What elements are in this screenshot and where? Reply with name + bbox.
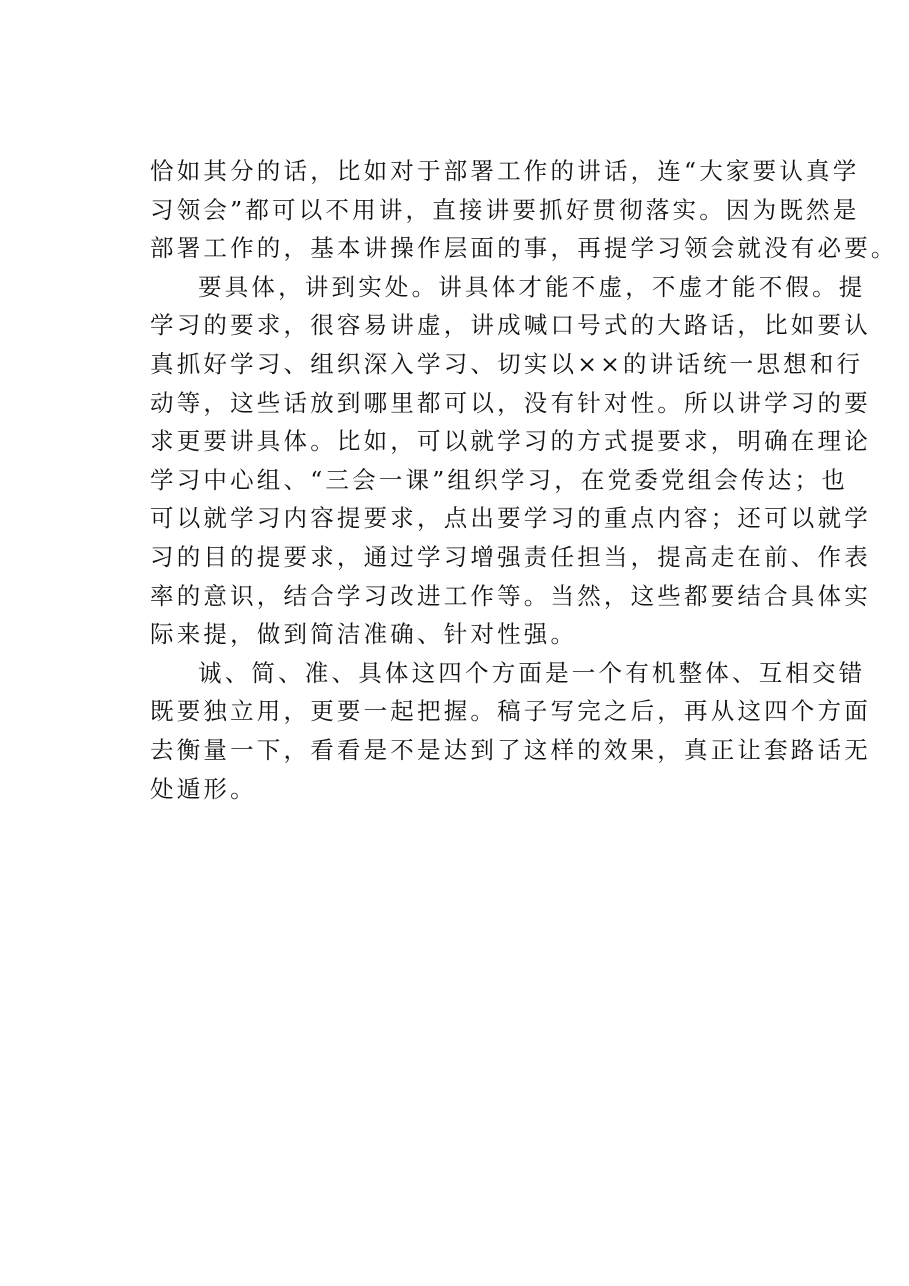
paragraph-line: 既要独立用，更要一起把握。稿子写完之后，再从这四个方面 xyxy=(150,697,871,726)
paragraph-3 xyxy=(150,654,871,808)
paragraph-line: 学习的要求，很容易讲虚，讲成喊口号式的大路话，比如要认 xyxy=(150,311,871,340)
paragraph-line: 可以就学习内容提要求，点出要学习的重点内容；还可以就学 xyxy=(150,504,871,533)
paragraph-line: 部署工作的，基本讲操作层面的事，再提学习领会就没有必要。 xyxy=(150,234,898,263)
paragraph-2 xyxy=(150,268,871,654)
paragraph-line: 习领会”都可以不用讲，直接讲要抓好贯彻落实。因为既然是 xyxy=(150,195,860,224)
paragraph-line: 求更要讲具体。比如，可以就学习的方式提要求，明确在理论 xyxy=(150,427,871,456)
paragraph-1 xyxy=(150,152,898,268)
paragraph-line: 处遁形。 xyxy=(150,774,257,803)
document-body xyxy=(150,152,898,808)
paragraph-line: 要具体，讲到实处。讲具体才能不虚，不虚才能不假。提 xyxy=(198,272,866,301)
paragraph-line: 去衡量一下，看看是不是达到了这样的效果，真正让套路话无 xyxy=(150,735,871,764)
paragraph-line: 学习中心组、“三会一课”组织学习，在党委党组会传达；也 xyxy=(150,465,848,494)
paragraph-line: 率的意识，结合学习改进工作等。当然，这些都要结合具体实 xyxy=(150,581,871,610)
paragraph-line: 际来提，做到简洁准确、针对性强。 xyxy=(150,620,578,649)
paragraph-line: 习的目的提要求，通过学习增强责任担当，提高走在前、作表 xyxy=(150,542,871,571)
paragraph-line: 动等，这些话放到哪里都可以，没有针对性。所以讲学习的要 xyxy=(150,388,871,417)
paragraph-line: 恰如其分的话，比如对于部署工作的讲话，连“大家要认真学 xyxy=(150,157,860,185)
paragraph-line: 真抓好学习、组织深入学习、切实以××的讲话统一思想和行 xyxy=(150,349,864,378)
paragraph-line: 诚、简、准、具体这四个方面是一个有机整体、互相交错 xyxy=(198,658,866,687)
